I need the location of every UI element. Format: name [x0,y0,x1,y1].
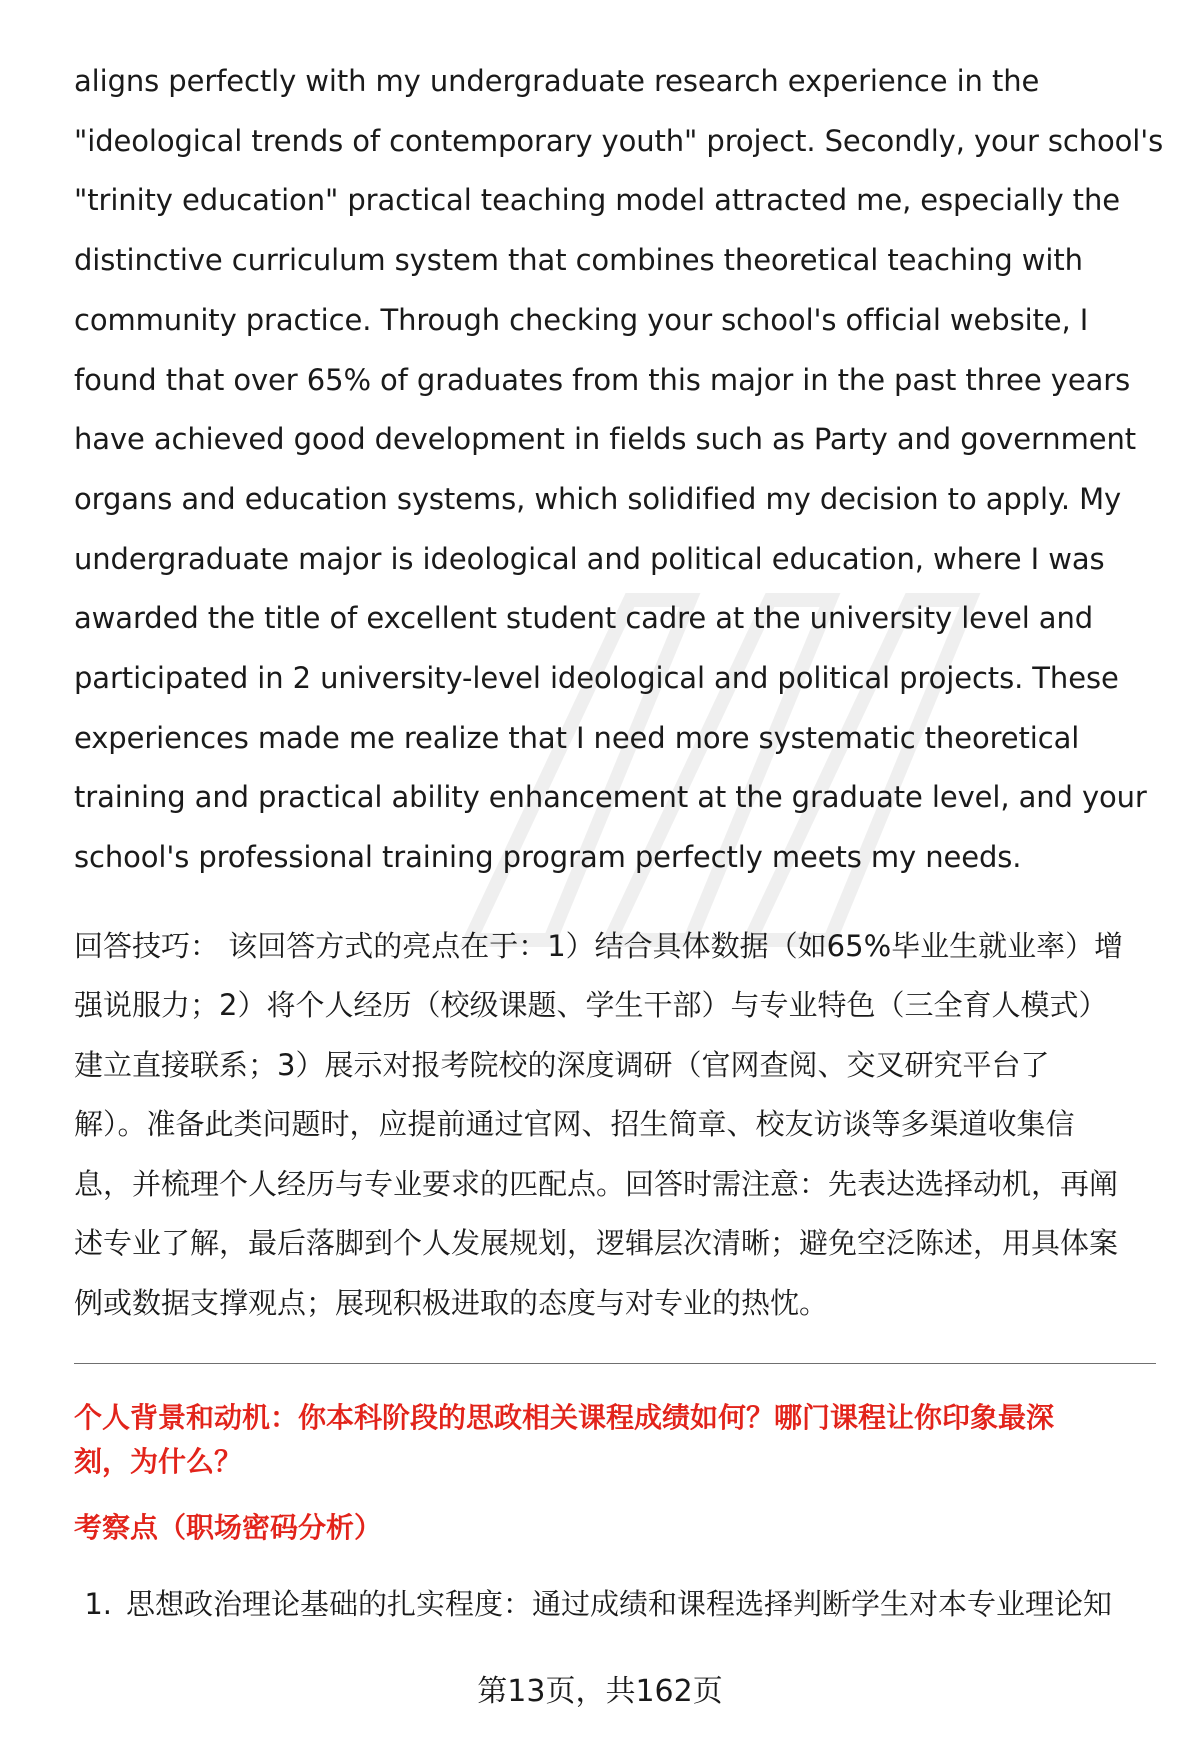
document-page [74,52,1164,1626]
question-heading [74,1396,1160,1484]
list-item-text: 思想政治理论基础的扎实程度：通过成绩和课程选择判断学生对本专业理论知 [126,1587,1113,1622]
paragraph-line: awarded the title of excellent student cadre at the university level and [74,601,1094,636]
list-item-number: 1. [84,1587,112,1622]
assessment-points-heading: 考察点（职场密码分析） [74,1511,383,1545]
tips-line: 强说服力；2）将个人经历（校级课题、学生干部）与专业特色（三全育人模式） [74,988,1108,1023]
paragraph-line: organs and education systems, which solidified my decision to apply. My [74,481,1122,516]
question-line: 刻，为什么？ [74,1445,243,1479]
tips-line: 建立直接联系；3）展示对报考院校的深度调研（官网查阅、交叉研究平台了 [74,1047,1050,1082]
tips-line: 例或数据支撑观点；展现积极进取的态度与对专业的热忱。 [74,1285,829,1320]
paragraph-line: "ideological trends of contemporary youth" project. Secondly, your school's [74,123,1164,158]
paragraph-line: "trinity education" practical teaching model attracted me, especially the [74,183,1120,218]
paragraph-line: distinctive curriculum system that combines theoretical teaching with [74,243,1083,278]
page-number-footer: 第13页，共162页 [477,1674,723,1709]
paragraph-line: participated in 2 university-level ideological and political projects. These [74,661,1119,696]
paragraph-line: found that over 65% of graduates from this major in the past three years [74,362,1131,397]
question-line: 个人背景和动机：你本科阶段的思政相关课程成绩如何？哪门课程让你印象最深 [74,1401,1055,1435]
paragraph-line: have achieved good development in fields such as Party and government [74,422,1137,457]
paragraph-line: training and practical ability enhancement at the graduate level, and your [74,780,1147,815]
paragraph-line: aligns perfectly with my undergraduate research experience in the [74,64,1040,98]
tips-line: 解）。准备此类问题时，应提前通过官网、招生简章、校友访谈等多渠道收集信 [74,1107,1075,1142]
answer-tips [74,917,1160,1334]
tips-line: 述专业了解，最后落脚到个人发展规划，逻辑层次清晰；避免空泛陈述，用具体案 [74,1226,1119,1261]
section-divider [74,1363,1156,1364]
paragraph-line: undergraduate major is ideological and political education, where I was [74,541,1105,576]
paragraph-line: community practice. Through checking your school's official website, I [74,302,1089,337]
paragraph-line: school's professional training program perfectly meets my needs. [74,840,1022,875]
list-item [74,1582,1160,1626]
answer-paragraph [74,52,1164,888]
paragraph-line: experiences made me realize that I need more systematic theoretical [74,720,1080,755]
tips-line: 回答技巧： 该回答方式的亮点在于：1）结合具体数据（如65%毕业生就业率）增 [74,928,1124,963]
tips-line: 息，并梳理个人经历与专业要求的匹配点。回答时需注意：先表达选择动机，再阐 [74,1166,1119,1201]
